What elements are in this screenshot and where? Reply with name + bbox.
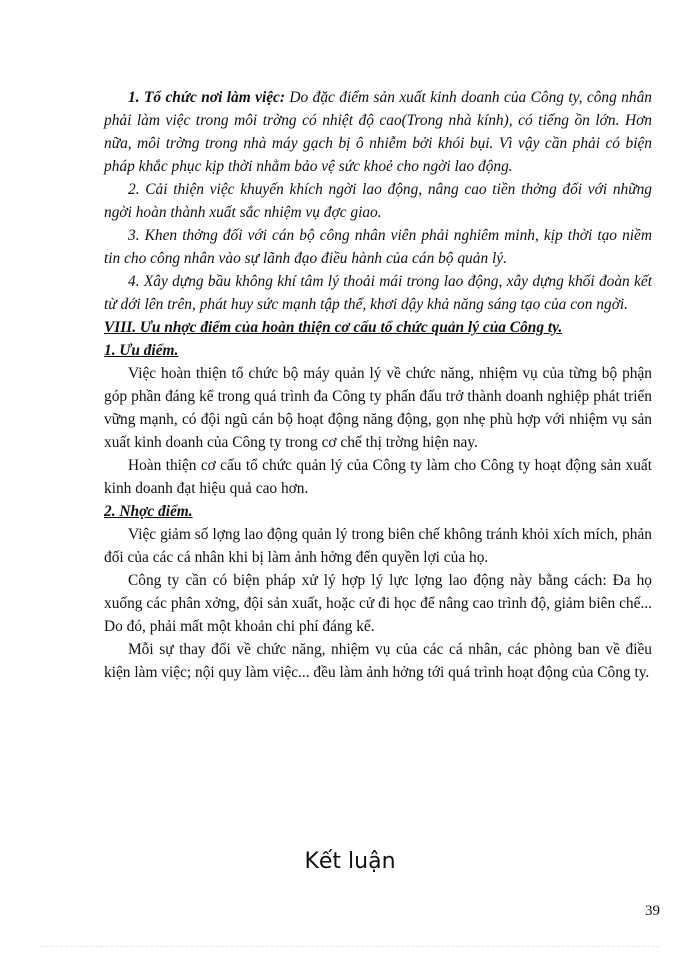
measure-2: 2. Cải thiện việc khuyến khích ngời lao động, nâng cao tiền thởng đối với những ngời hoàn thành xuất sắc nhiệm vụ đợc giao.: [104, 181, 652, 221]
document-body: [104, 86, 652, 684]
measure-1: [104, 86, 652, 178]
advantages-paragraph-2: Hoàn thiện cơ cấu tổ chức quản lý của Công ty làm cho Công ty hoạt động sản xuất kinh doanh đạt hiệu quả cao hơn.: [104, 457, 652, 497]
measure-4: 4. Xây dựng bầu không khí tâm lý thoải mái trong lao động, xây dựng khối đoàn kết từ dới lên trên, phát huy sức mạnh tập thể, khơi dậy khả năng sáng tạo của con ngời.: [104, 273, 652, 313]
conclusion-title: Kết luận: [304, 849, 396, 874]
measure-3: 3. Khen thởng đối với cán bộ công nhân viên phải nghiêm minh, kịp thời tạo niềm tin cho công nhân vào sự lãnh đạo điều hành của cán bộ quản lý.: [104, 227, 652, 267]
advantages-heading: 1. Ưu điểm.: [104, 342, 179, 359]
disadvantages-heading: 2. Nhợc điểm.: [104, 503, 193, 520]
disadvantages-paragraph-3: Mỗi sự thay đổi về chức năng, nhiệm vụ của các cá nhân, các phòng ban về điều kiện làm việc; nội quy làm việc... đều làm ảnh hởng tới quá trình hoạt động của Công ty.: [104, 641, 652, 681]
measure-1-lead: 1. Tổ chức nơi làm việc:: [128, 89, 286, 106]
page-number: 39: [645, 903, 660, 919]
advantages-paragraph-1: Việc hoàn thiện tổ chức bộ máy quản lý về chức năng, nhiệm vụ của từng bộ phận góp phần đáng kể trong quá trình đa Công ty phấn đấu trở thành doanh nghiệp phát triển vững mạnh, có đội ngũ cán bộ hoạt động năng động, gọn nhẹ phù hợp với nhiệm vụ sản xuất kinh doanh của Công ty trong cơ chế thị trờng hiện nay.: [104, 365, 652, 451]
section-title: VIII. Ưu nhợc điểm của hoàn thiện cơ cấu tổ chức quản lý của Công ty.: [104, 319, 563, 336]
measure-1-text: Do đặc điểm sản xuất kinh doanh của Công ty, công nhân phải làm việc trong môi trờng có nhiệt độ cao(Trong nhà kính), có tiếng ồn lớn. Hơn nữa, môi trờng trong nhà máy gạch bị ô nhiễm bởi khói bụi. Vì vậy cần phải có biện pháp khắc phục kịp thời nhằm bảo vệ sức khoẻ cho ngời lao động.: [104, 89, 652, 175]
page-bottom-rule: [40, 946, 660, 947]
disadvantages-paragraph-2: Công ty cần có biện pháp xử lý hợp lý lực lợng lao động này bằng cách: Đa họ xuống các phân xởng, đội sản xuất, hoặc cử đi học để nâng cao trình độ, giảm biên chế... Do đó, phải mất một khoản chi phí đáng kể.: [104, 572, 652, 635]
disadvantages-paragraph-1: Việc giảm số lợng lao động quản lý trong biên chế không tránh khỏi xích mích, phản đối của các cá nhân khi bị làm ảnh hởng đến quyền lợi của họ.: [104, 526, 652, 566]
